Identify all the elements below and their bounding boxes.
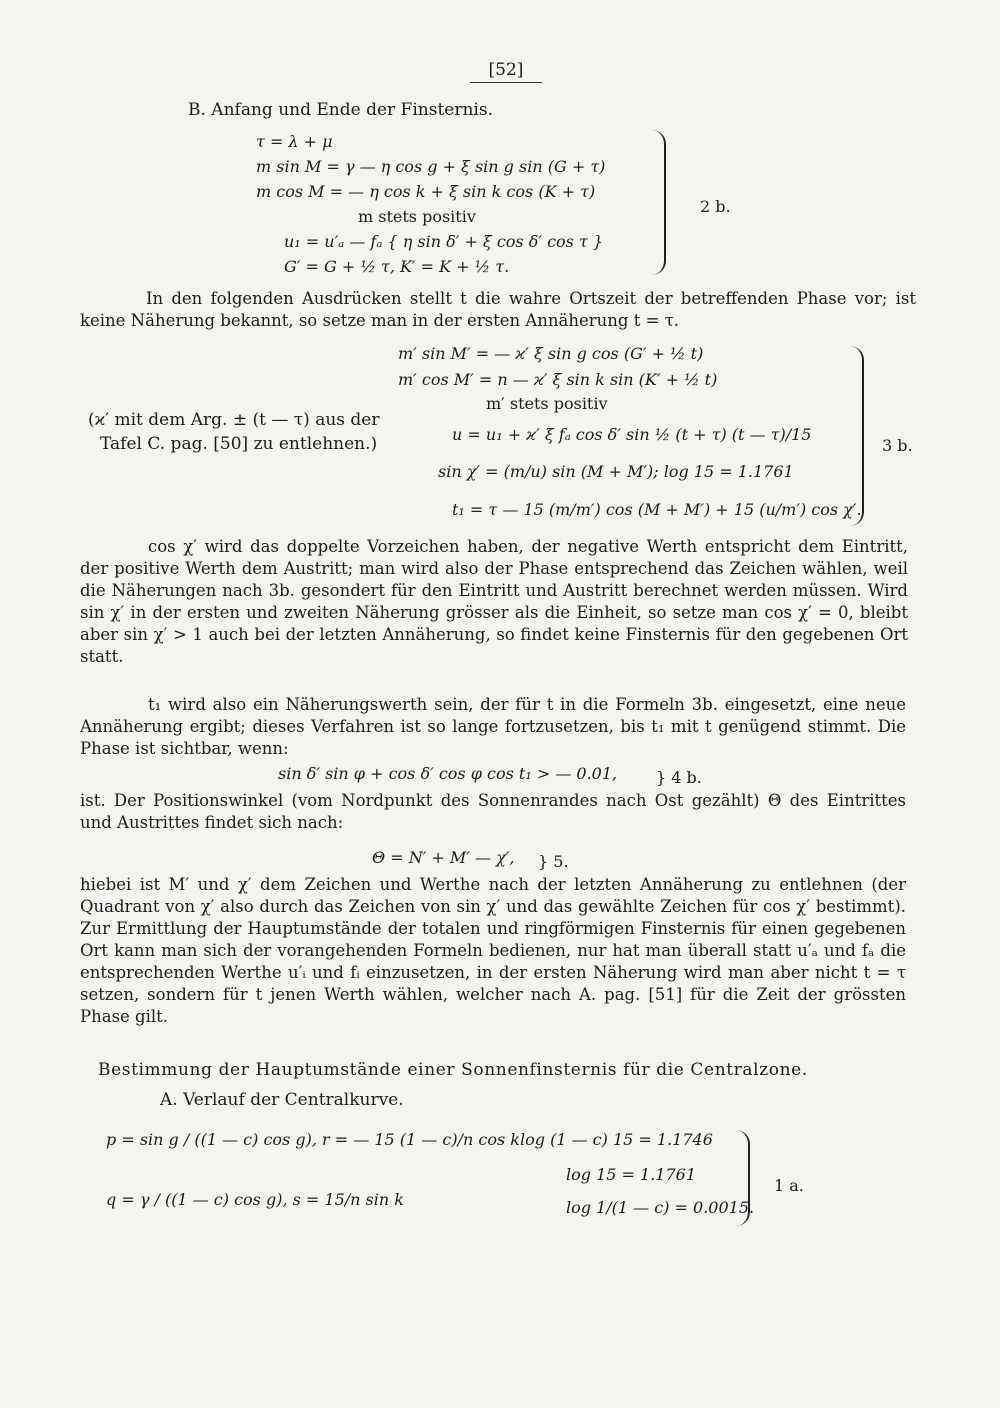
brace-1a [734,1130,750,1226]
central-subheading: A. Verlauf der Centralkurve. [160,1090,404,1110]
equation-5: Θ = N′ + M′ — χ′, [372,848,515,867]
equation-label-4b: } 4 b. [656,768,702,787]
log-line-3: log 1/(1 — c) = 0.0015. [566,1198,755,1217]
equation-label-3b: 3 b. [882,436,913,455]
equation-q-s: q = γ / ((1 — c) cos g), s = 15/n sin k [106,1190,404,1209]
equation-u1: u₁ = u′ₐ — fₐ { η sin δ′ + ξ cos δ′ cos τ } [284,232,604,251]
central-heading: Bestimmung der Hauptumstände einer Sonnenfinsternis für die Centralzone. [98,1060,808,1080]
equation-u: u = u₁ + ϰ′ ξ fₐ cos δ′ sin ½ (t + τ) (t — τ)/15 [452,425,812,444]
equation-m-sin-M: m sin M = γ — η cos g + ξ sin g sin (G + τ) [256,157,606,176]
paragraph-cos-chi: cos χ′ wird das doppelte Vorzeichen haben, der negative Werth entspricht dem Eintritt, der positive Werth dem Austritt; man wird also der Phase entsprechend das Zeichen wählen, weil die Näherungen nach 3b. gesondert für den Eintritt und Austritt berechnet werden müssen. Wird sin χ′ in der ersten und zweiten Näherung grösser als die Einheit, so setze man cos χ′ = 0, bleibt aber sin χ′ > 1 auch bei der letzten Annäherung, so findet keine Finsternis für den gegebenen Ort statt. [80,537,908,666]
paragraph-ist: ist. Der Positionswinkel (vom Nordpunkt des Sonnenrandes nach Ost gezählt) Θ des Eintrittes und Austrittes findet sich nach: [80,791,906,832]
equation-m-prime-cos: m′ cos M′ = n — ϰ′ ξ sin k sin (K′ + ½ t) [398,370,718,389]
equation-label-2b: 2 b. [700,197,731,216]
equation-label-1a: 1 a. [774,1176,804,1195]
log-line-1: log (1 — c) 15 = 1.1746 [520,1130,713,1149]
intro-paragraph: In den folgenden Ausdrücken stellt t die wahre Ortszeit der betreffenden Phase vor; ist keine Näherung bekannt, so setze man in der ersten Annäherung t = τ. [80,289,916,330]
note-kappa-line1: (ϰ′ mit dem Arg. ± (t — τ) aus der [88,410,380,430]
equation-m-cos-M: m cos M = — η cos k + ξ sin k cos (K + τ) [256,182,596,201]
equation-t1: t₁ = τ — 15 (m/m′) cos (M + M′) + 15 (u/m′) cos χ′. [452,500,862,519]
paragraph-t1: t₁ wird also ein Näherungswerth sein, der für t in die Formeln 3b. eingesetzt, eine neue Annäherung ergibt; dieses Verfahren ist so lange fortzusetzen, bis t₁ mit t genügend stimmt. Die Phase ist sichtbar, wenn: [80,695,906,758]
equation-label-5: } 5. [538,852,569,871]
page-number: [52] [470,60,542,83]
equation-tau: τ = λ + μ [256,132,333,151]
equation-m-prime-positiv: m′ stets positiv [486,394,608,413]
equation-p-r: p = sin g / ((1 — c) cos g), r = — 15 (1 — c)/n cos k [106,1130,520,1149]
brace-3b [848,346,864,526]
equation-m-prime-sin: m′ sin M′ = — ϰ′ ξ sin g cos (G′ + ½ t) [398,344,704,363]
equation-sin-chi: sin χ′ = (m/u) sin (M + M′); log 15 = 1.1761 [438,462,794,481]
brace-2b [650,130,666,275]
equation-m-positiv: m stets positiv [358,207,476,226]
equation-G-K: G′ = G + ½ τ, K′ = K + ½ τ. [284,257,510,276]
equation-4b: sin δ′ sin φ + cos δ′ cos φ cos t₁ > — 0.01, [278,764,618,783]
section-heading-b: B. Anfang und Ende der Finsternis. [188,100,493,120]
log-line-2: log 15 = 1.1761 [566,1165,696,1184]
note-kappa-line2: Tafel C. pag. [50] zu entlehnen.) [100,434,378,454]
paragraph-hiebei: hiebei ist M′ und χ′ dem Zeichen und Werthe nach der letzten Annäherung zu entlehnen (der Quadrant von χ′ also durch das Zeichen von sin χ′ und das gewählte Zeichen für cos χ′ bestimmt). Zur Ermittlung der Hauptumstände der totalen und ringförmigen Finsternis für einen gegebenen Ort kann man sich der vorangehenden Formeln bedienen, nur hat man überall statt u′ₐ und fₐ die entsprechenden Werthe u′ᵢ und fᵢ einzusetzen, in der ersten Näherung wird man aber nicht t = τ setzen, sondern für t jenen Werth wählen, welcher nach A. pag. [51] für die Zeit der grössten Phase gilt. [80,875,906,1026]
